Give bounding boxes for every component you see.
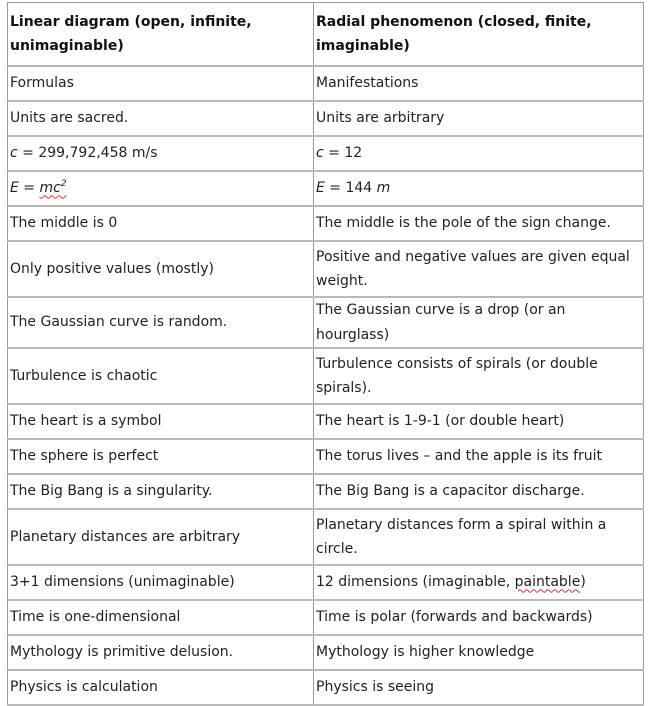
cell-linear: Formulas — [8, 66, 314, 101]
formula-text: = — [18, 180, 40, 197]
cell-text: 12 dimensions (imaginable, — [316, 574, 515, 591]
formula-text: = 144 — [324, 180, 377, 197]
cell-linear: Mythology is primitive delusion. — [8, 635, 314, 670]
cell-radial-dimensions — [314, 565, 644, 600]
table-row — [8, 474, 644, 509]
document-page — [7, 2, 643, 706]
table-row — [8, 600, 644, 635]
table-row — [8, 439, 644, 474]
cell-linear: Units are sacred. — [8, 101, 314, 136]
exponent: 2 — [60, 179, 67, 190]
table-row — [8, 670, 644, 705]
cell-linear: The middle is 0 — [8, 206, 314, 241]
table-row — [8, 241, 644, 297]
table-row — [8, 101, 644, 136]
cell-linear: The sphere is perfect — [8, 439, 314, 474]
spellcheck-flagged-term[interactable] — [40, 180, 67, 196]
table-row — [8, 404, 644, 439]
cell-radial: Time is polar (forwards and backwards) — [314, 600, 644, 635]
cell-radial-speed-of-light — [314, 136, 644, 171]
cell-linear-energy-formula — [8, 171, 314, 206]
formula-text: = 299,792,458 m/s — [17, 145, 158, 162]
cell-linear: Only positive values (mostly) — [8, 241, 314, 297]
cell-radial: The heart is 1-9-1 (or double heart) — [314, 404, 644, 439]
table-row — [8, 565, 644, 600]
cell-radial: Turbulence consists of spirals (or double spirals). — [314, 348, 644, 404]
math-term: mc — [39, 180, 61, 197]
cell-linear: Turbulence is chaotic — [8, 348, 314, 404]
cell-linear-speed-of-light — [8, 136, 314, 171]
table-row — [8, 66, 644, 101]
spellcheck-flagged-word[interactable]: paintable — [514, 574, 581, 591]
math-variable: c — [10, 145, 18, 162]
cell-linear: Physics is calculation — [8, 670, 314, 705]
cell-radial: The middle is the pole of the sign change. — [314, 206, 644, 241]
cell-radial: The Big Bang is a capacitor discharge. — [314, 474, 644, 509]
math-variable: c — [316, 145, 324, 162]
math-variable: E — [10, 180, 19, 197]
math-unit: m — [376, 180, 391, 197]
cell-radial: Physics is seeing — [314, 670, 644, 705]
cell-linear: The heart is a symbol — [8, 404, 314, 439]
comparison-table — [7, 2, 644, 706]
table-row — [8, 171, 644, 206]
cell-radial: Planetary distances form a spiral within a circle. — [314, 509, 644, 565]
header-linear-diagram: Linear diagram (open, infinite, unimaginable) — [8, 3, 314, 67]
cell-radial: The torus lives – and the apple is its fruit — [314, 439, 644, 474]
table-row — [8, 297, 644, 348]
cell-radial-energy-formula — [314, 171, 644, 206]
table-row — [8, 206, 644, 241]
cell-radial: Manifestations — [314, 66, 644, 101]
cell-linear: 3+1 dimensions (unimaginable) — [8, 565, 314, 600]
math-variable: E — [316, 180, 325, 197]
cell-linear: Time is one-dimensional — [8, 600, 314, 635]
cell-linear: The Big Bang is a singularity. — [8, 474, 314, 509]
cell-text: ) — [580, 574, 586, 591]
header-radial-phenomenon: Radial phenomenon (closed, finite, imaginable) — [314, 3, 644, 67]
table-row — [8, 136, 644, 171]
table-header-row — [8, 3, 644, 67]
cell-radial: Units are arbitrary — [314, 101, 644, 136]
cell-radial: Mythology is higher knowledge — [314, 635, 644, 670]
cell-radial: The Gaussian curve is a drop (or an hourglass) — [314, 297, 644, 348]
table-row — [8, 635, 644, 670]
formula-text: = 12 — [323, 145, 363, 162]
cell-radial: Positive and negative values are given equal weight. — [314, 241, 644, 297]
cell-linear: The Gaussian curve is random. — [8, 297, 314, 348]
table-row — [8, 348, 644, 404]
table-row — [8, 509, 644, 565]
cell-linear: Planetary distances are arbitrary — [8, 509, 314, 565]
